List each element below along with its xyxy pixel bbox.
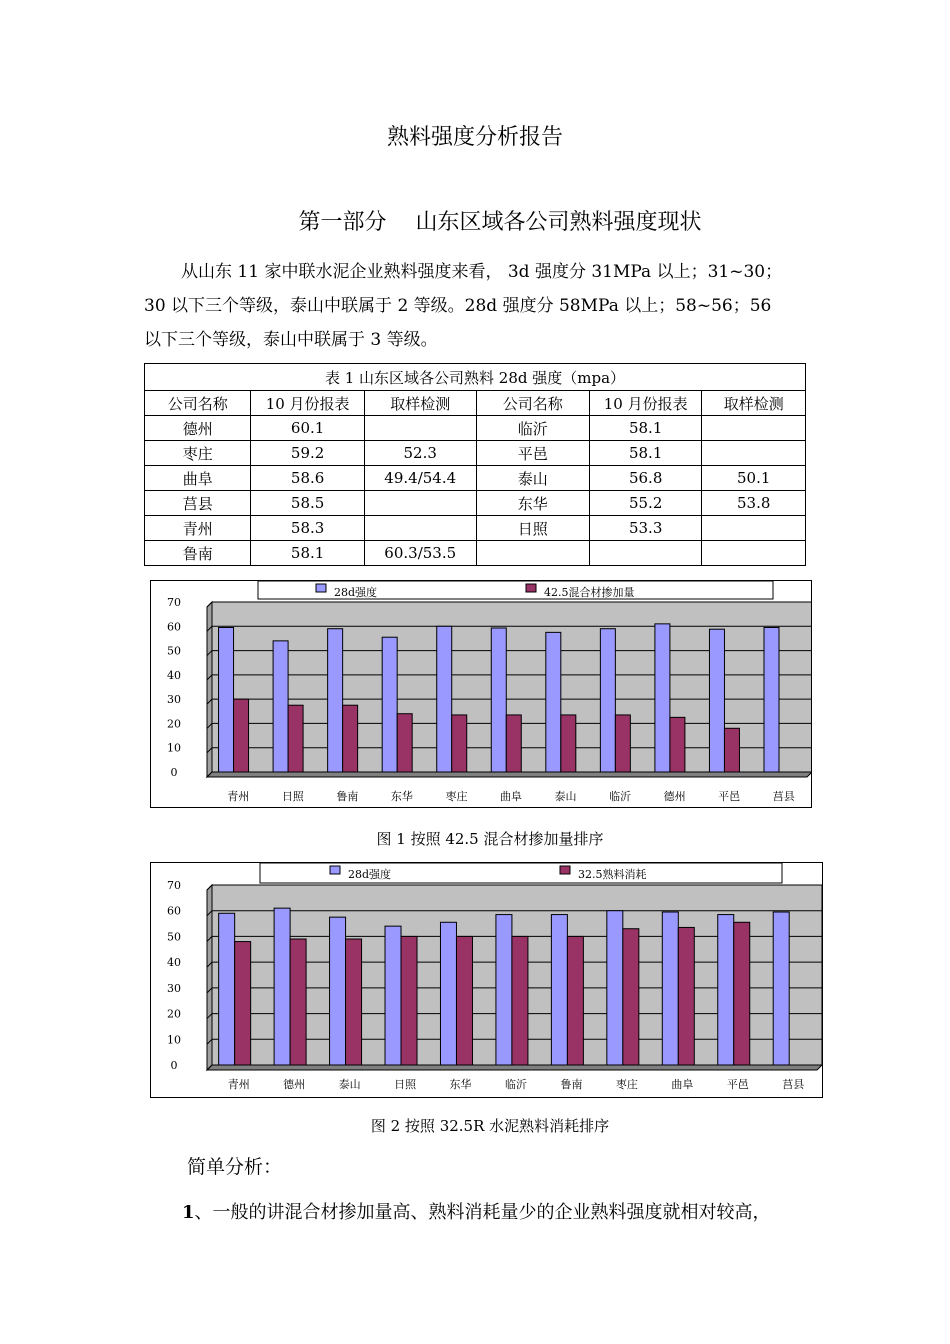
- chart-mix-ratio: [150, 580, 812, 808]
- bar: [401, 936, 417, 1065]
- legend-swatch: [316, 584, 326, 592]
- plot-floor: [207, 1065, 822, 1070]
- table-cell: [702, 441, 806, 466]
- bar: [546, 632, 561, 772]
- section-title: 第一部分 山东区域各公司熟料强度现状: [298, 210, 702, 235]
- chart-mix-ratio-svg: [151, 581, 811, 807]
- x-tick-label: 曲阜: [500, 790, 522, 803]
- y-tick-label: 0: [170, 1059, 178, 1072]
- table-row: [145, 416, 806, 441]
- x-tick-label: 临沂: [609, 790, 632, 803]
- y-tick-label: 70: [167, 879, 181, 892]
- y-tick-label: 10: [167, 1033, 181, 1047]
- x-tick-label: 莒县: [772, 790, 795, 803]
- legend-swatch: [330, 866, 340, 874]
- table-cell: 55.2: [589, 491, 701, 516]
- bar: [491, 628, 506, 772]
- table-header-cell: 公司名称: [476, 391, 589, 416]
- table-cell: 日照: [476, 516, 589, 541]
- intro-line: 以下三个等级，泰山中联属于 3 等级。: [144, 330, 438, 350]
- analysis-item-text: 、一般的讲混合材掺加量高、熟料消耗量少的企业熟料强度就相对较高，: [194, 1202, 771, 1223]
- table-cell: 58.1: [589, 416, 701, 441]
- bar: [385, 926, 401, 1065]
- table-header-cell: 10 月份报表: [251, 391, 364, 416]
- bar: [662, 912, 678, 1065]
- strength-table: [144, 363, 806, 566]
- bar: [670, 717, 685, 772]
- table-cell: 50.1: [702, 466, 806, 491]
- table-header-row: [145, 391, 806, 416]
- bar: [328, 629, 343, 772]
- bar: [288, 705, 303, 772]
- table-cell: 临沂: [476, 416, 589, 441]
- y-tick-label: 10: [167, 741, 181, 755]
- bar: [219, 913, 235, 1065]
- table-cell: 58.1: [589, 441, 701, 466]
- x-tick-label: 东华: [449, 1078, 472, 1091]
- x-tick-label: 鲁南: [336, 790, 359, 803]
- x-tick-label: 德州: [663, 790, 686, 803]
- x-tick-label: 枣庄: [445, 790, 468, 803]
- table-cell: 58.1: [251, 541, 364, 566]
- bar: [343, 705, 358, 772]
- table-header-cell: 10 月份报表: [589, 391, 701, 416]
- table-cell: [589, 541, 701, 566]
- table-cell: 泰山: [476, 466, 589, 491]
- table-cell: [702, 516, 806, 541]
- table-row: [145, 491, 806, 516]
- table-cell: [702, 541, 806, 566]
- bar: [452, 715, 467, 772]
- x-tick-label: 莒县: [782, 1078, 805, 1091]
- x-tick-label: 日照: [281, 790, 304, 803]
- y-tick-label: 40: [167, 956, 181, 970]
- bar: [437, 626, 452, 772]
- table-cell: [364, 516, 476, 541]
- y-tick-label: 50: [167, 644, 181, 658]
- table-cell: [702, 416, 806, 441]
- y-tick-label: 50: [167, 930, 181, 944]
- bar: [551, 915, 567, 1065]
- y-tick-label: 20: [167, 717, 181, 731]
- x-tick-label: 临沂: [505, 1078, 527, 1091]
- x-tick-label: 泰山: [338, 1078, 361, 1091]
- bar: [607, 911, 623, 1065]
- bar: [718, 915, 734, 1065]
- table-cell: 58.3: [251, 516, 364, 541]
- table-cell: 平邑: [476, 441, 589, 466]
- y-tick-label: 20: [167, 1007, 181, 1021]
- x-tick-label: 青州: [227, 1078, 250, 1091]
- y-tick-label: 30: [167, 981, 181, 995]
- table-cell: 53.3: [589, 516, 701, 541]
- table-cell: [364, 491, 476, 516]
- bar: [709, 629, 724, 772]
- table-cell: [476, 541, 589, 566]
- bar: [678, 927, 694, 1065]
- bar: [724, 728, 739, 772]
- bar: [330, 917, 346, 1065]
- table-cell: 58.5: [251, 491, 364, 516]
- bar: [235, 942, 251, 1065]
- y-tick-label: 60: [167, 904, 181, 918]
- bar: [512, 936, 528, 1065]
- table-row: [145, 541, 806, 566]
- bar: [773, 912, 789, 1065]
- table-cell: 东华: [476, 491, 589, 516]
- table-cell: 60.1: [251, 416, 364, 441]
- table-header-cell: 取样检测: [364, 391, 476, 416]
- table-cell: 60.3/53.5: [364, 541, 476, 566]
- table-cell: [364, 416, 476, 441]
- x-tick-label: 德州: [283, 1078, 306, 1091]
- y-tick-label: 70: [167, 596, 181, 609]
- intro-line: 从山东 11 家中联水泥企业熟料强度来看， 3d 强度分 31MPa 以上；31~30；: [181, 262, 783, 282]
- chart-clinker-consumption-svg: [151, 863, 822, 1097]
- bar: [506, 715, 521, 772]
- table-row: [145, 466, 806, 491]
- table-cell: 52.3: [364, 441, 476, 466]
- bar: [382, 637, 397, 772]
- bar: [567, 936, 583, 1065]
- table-header-cell: 公司名称: [145, 391, 251, 416]
- legend-swatch: [560, 866, 570, 874]
- bar: [600, 629, 615, 772]
- table-cell: 青州: [145, 516, 251, 541]
- bar: [655, 624, 670, 772]
- analysis-heading: 简单分析：: [187, 1156, 283, 1178]
- table-row: [145, 516, 806, 541]
- plot-floor: [207, 772, 811, 777]
- table-row: [145, 441, 806, 466]
- bar: [623, 929, 639, 1065]
- table-cell: 49.4/54.4: [364, 466, 476, 491]
- y-tick-label: 60: [167, 620, 181, 634]
- bar: [734, 922, 750, 1065]
- figure-2-caption: 图 2 按照 32.5R 水泥熟料消耗排序: [370, 1117, 610, 1135]
- legend-label: 28d强度: [334, 586, 378, 599]
- table-caption: 表 1 山东区域各公司熟料 28d 强度（mpa）: [145, 364, 806, 391]
- y-tick-label: 40: [167, 668, 181, 682]
- bar: [615, 715, 630, 772]
- bar: [496, 915, 512, 1065]
- analysis-item-number: 1: [182, 1202, 195, 1223]
- legend-label: 42.5混合材掺加量: [544, 586, 635, 599]
- legend-label: 28d强度: [348, 868, 392, 881]
- legend-swatch: [526, 584, 536, 592]
- table-cell: 枣庄: [145, 441, 251, 466]
- table-cell: 鲁南: [145, 541, 251, 566]
- x-tick-label: 平邑: [726, 1078, 749, 1091]
- table-caption-row: [145, 364, 806, 391]
- table-cell: 曲阜: [145, 466, 251, 491]
- bar: [440, 922, 456, 1065]
- document-title: 熟料强度分析报告: [386, 125, 563, 150]
- analysis-item-1: [182, 1198, 771, 1224]
- table-cell: 莒县: [145, 491, 251, 516]
- x-tick-label: 枣庄: [615, 1078, 638, 1091]
- table-cell: 59.2: [251, 441, 364, 466]
- intro-line: 30 以下三个等级，泰山中联属于 2 等级。28d 强度分 58MPa 以上；58~56；56: [144, 296, 772, 316]
- x-tick-label: 泰山: [554, 790, 577, 803]
- table-cell: 53.8: [702, 491, 806, 516]
- table-cell: 德州: [145, 416, 251, 441]
- figure-1-caption: 图 1 按照 42.5 混合材掺加量排序: [376, 830, 604, 848]
- legend-label: 32.5熟料消耗: [578, 868, 647, 881]
- x-tick-label: 东华: [390, 790, 413, 803]
- y-tick-label: 30: [167, 693, 181, 707]
- table-header-cell: 取样检测: [702, 391, 806, 416]
- intro-paragraph: [144, 255, 809, 357]
- bar: [273, 641, 288, 772]
- bar: [346, 939, 362, 1065]
- x-tick-label: 青州: [227, 790, 250, 803]
- bar: [219, 628, 234, 773]
- y-tick-label: 0: [170, 766, 178, 779]
- bar: [764, 628, 779, 773]
- bar: [290, 939, 306, 1065]
- bar: [234, 699, 249, 772]
- bar: [397, 714, 412, 772]
- x-tick-label: 鲁南: [560, 1078, 583, 1091]
- table-cell: 56.8: [589, 466, 701, 491]
- bar: [456, 936, 472, 1065]
- x-tick-label: 曲阜: [671, 1078, 694, 1091]
- x-tick-label: 日照: [394, 1078, 417, 1091]
- bar: [561, 715, 576, 772]
- x-tick-label: 平邑: [718, 790, 741, 803]
- bar: [274, 908, 290, 1065]
- table-cell: 58.6: [251, 466, 364, 491]
- chart-clinker-consumption: [150, 862, 823, 1098]
